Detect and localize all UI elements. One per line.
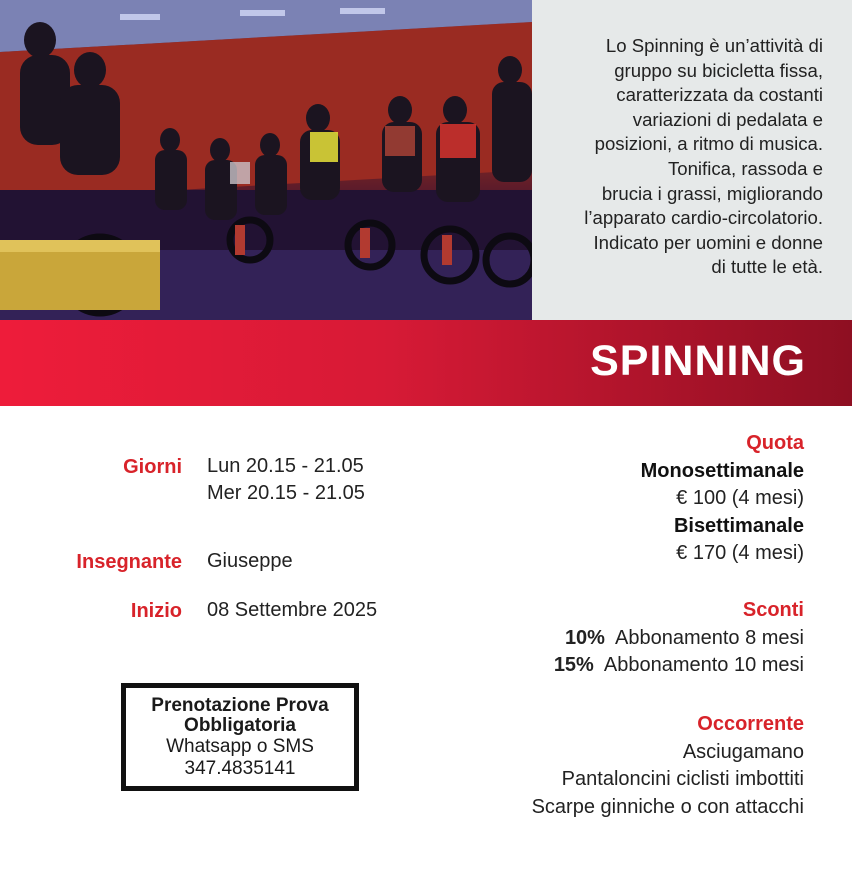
description-line: caratterizzata da costanti xyxy=(616,84,823,106)
giorni-value-line: Lun 20.15 - 21.05 xyxy=(207,455,364,477)
photo-illustration xyxy=(0,0,532,320)
description-line: gruppo su bicicletta fissa, xyxy=(614,59,823,81)
booking-title-line2: Obbligatoria xyxy=(184,715,296,736)
description-line: Lo Spinning è un’attività di xyxy=(605,35,823,56)
insegnante-value: Giuseppe xyxy=(207,550,293,572)
occorrente-item: Scarpe ginniche o con attacchi xyxy=(531,795,804,818)
booking-contact: Whatsapp o SMS xyxy=(166,736,314,757)
quota-plan-price: € 100 (4 mesi) xyxy=(676,487,804,509)
quota-plan-name: Bisettimanale xyxy=(673,514,804,537)
giorni-value-line: Mer 20.15 - 21.05 xyxy=(207,482,365,504)
description-line: brucia i grassi, migliorando xyxy=(601,182,823,204)
description-line: Tonifica, rassoda e xyxy=(667,157,823,179)
occorrente-section xyxy=(532,711,804,821)
booking-phone: 347.4835141 xyxy=(184,758,296,779)
occorrente-heading: Occorrente xyxy=(697,713,804,735)
occorrente-item: Pantaloncini ciclisti imbottiti xyxy=(561,768,804,790)
booking-title-line1: Prenotazione Prova xyxy=(151,695,329,716)
giorni-value xyxy=(207,453,365,507)
booking-box xyxy=(121,683,359,791)
title-banner xyxy=(0,320,852,406)
banner-title: SPINNING xyxy=(590,337,806,385)
quota-plan-price: € 170 (4 mesi) xyxy=(676,542,804,564)
description-panel xyxy=(532,0,852,320)
occorrente-item: Asciugamano xyxy=(682,740,804,763)
sconti-text: Abbonamento 8 mesi xyxy=(614,626,804,649)
sconti-text: Abbonamento 10 mesi xyxy=(603,654,804,676)
description-line: l’apparato cardio-circolatorio. xyxy=(584,207,823,229)
inizio-label: Inizio xyxy=(130,600,182,622)
sconti-pct: 10% xyxy=(564,626,605,649)
quota-section xyxy=(641,430,804,568)
insegnante-label: Insegnante xyxy=(76,551,182,573)
sconti-heading: Sconti xyxy=(742,599,804,621)
description-line: Indicato per uomini e donne xyxy=(593,231,823,253)
giorni-label: Giorni xyxy=(123,456,182,478)
description-line: variazioni di pedalata e xyxy=(632,108,823,130)
sconti-item xyxy=(554,652,804,680)
sconti-item xyxy=(554,625,804,653)
description-line: di tutte le età. xyxy=(711,256,823,278)
inizio-value: 08 Settembre 2025 xyxy=(207,599,378,621)
sconti-section xyxy=(554,597,804,680)
quota-heading: Quota xyxy=(746,432,804,454)
description-line: posizioni, a ritmo di musica. xyxy=(594,133,823,155)
spinning-class-photo xyxy=(0,0,532,320)
sconti-pct: 15% xyxy=(553,654,594,676)
quota-plan-name: Monosettimanale xyxy=(640,459,804,482)
